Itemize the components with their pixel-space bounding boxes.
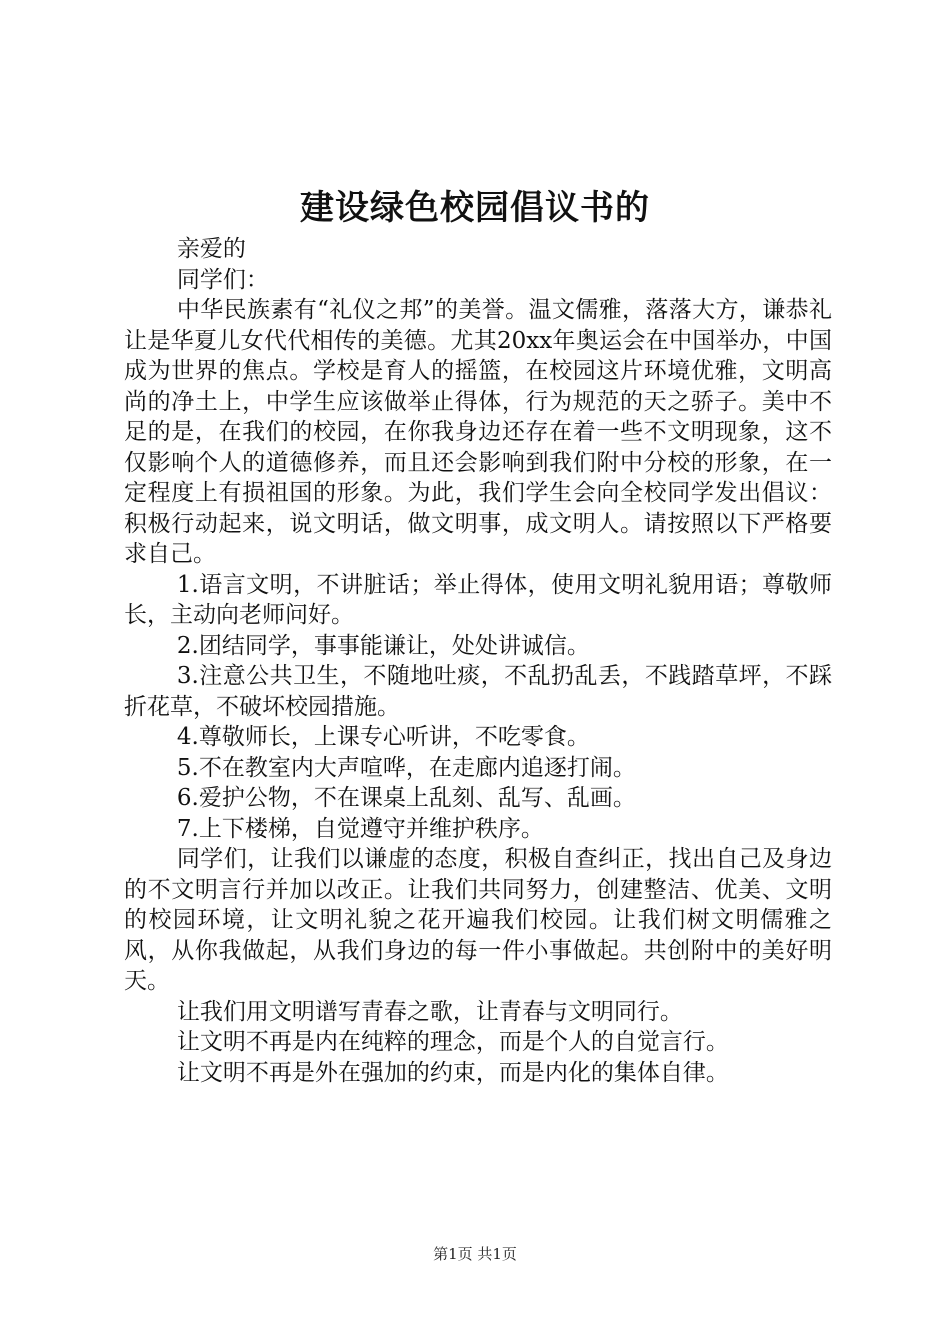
slogan-line-3: 让文明不再是外在强加的约束，而是内化的集体自律。 bbox=[176, 1059, 729, 1086]
paragraph-intro: 中华民族素有“礼仪之邦”的美誉。温文儒雅，落落大方，谦恭礼让是华夏儿女代代相传的美德。尤其20xx年奥运会在中国举办，中国成为世界的焦点。学校是育人的摇篮，在校园这片环境优雅，文明高尚的净土上，中学生应该做举止得体，行为规范的天之骄子。美中不足的是，在我们的校园，在你我身边还存在着一些不文明现象，这不仅影响个人的道德修养，而且还会影响到我们附中分校的形象，在一定程度上有损祖国的形象。为此，我们学生会向全校同学发出倡议：积极行动起来，说文明话，做文明事，成文明人。请按照以下严格要求自己。 bbox=[124, 297, 832, 567]
list-item-3: 3.注意公共卫生，不随地吐痰，不乱扔乱丢，不践踏草坪，不踩折花草，不破坏校园措施。 bbox=[124, 663, 832, 720]
list-item-1: 1.语言文明，不讲脏话；举止得体，使用文明礼貌用语；尊敬师长，主动向老师问好。 bbox=[124, 571, 832, 628]
list-item-4: 4.尊敬师长，上课专心听讲，不吃零食。 bbox=[176, 724, 590, 750]
document-body bbox=[124, 234, 832, 1088]
list-item-7: 7.上下楼梯，自觉遵守并维护秩序。 bbox=[176, 815, 544, 842]
list-item-2: 2.团结同学，事事能谦让，处处讲诚信。 bbox=[176, 632, 590, 659]
salutation-line-2: 同学们： bbox=[176, 266, 269, 293]
list-item-6: 6.爱护公物，不在课桌上乱刻、乱写、乱画。 bbox=[176, 785, 636, 811]
slogan-line-1: 让我们用文明谱写青春之歌，让青春与文明同行。 bbox=[176, 998, 683, 1025]
slogan-line-2: 让文明不再是内在纯粹的理念，而是个人的自觉言行。 bbox=[176, 1029, 729, 1055]
salutation-line-1: 亲爱的 bbox=[176, 236, 246, 262]
list-item-5: 5.不在教室内大声喧哗，在走廊内追逐打闹。 bbox=[176, 754, 636, 781]
document-title: 建设绿色校园倡议书的 bbox=[300, 188, 650, 228]
page-footer: 第1页 共1页 bbox=[433, 1245, 517, 1263]
paragraph-closing: 同学们，让我们以谦虚的态度，积极自查纠正，找出自己及身边的不文明言行并加以改正。让我们共同努力，创建整洁、优美、文明的校园环境，让文明礼貌之花开遍我们校园。让我们树文明儒雅之风，从你我做起，从我们身边的每一件小事做起。共创附中的美好明天。 bbox=[124, 846, 832, 994]
